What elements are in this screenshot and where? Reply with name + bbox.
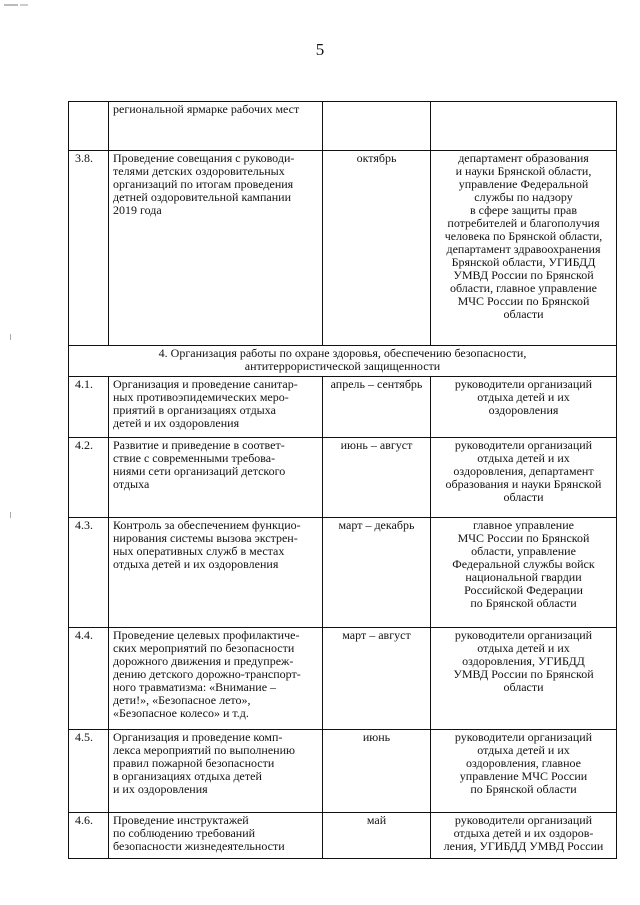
- item-title-line: Проведение инструктажей: [113, 813, 249, 827]
- item-responsible-line: области: [503, 307, 544, 321]
- item-title-line: дети!», «Безопасное лето»,: [113, 693, 251, 707]
- item-title-line: по соблюдению требований: [113, 826, 256, 840]
- table-row: [69, 151, 617, 346]
- scan-mark: [10, 334, 11, 340]
- item-title: [109, 438, 323, 518]
- item-number: 4.6.: [69, 813, 109, 859]
- item-responsible-line: в сфере защиты прав: [469, 203, 577, 217]
- item-title-line: детней оздоровительной кампании: [113, 190, 292, 204]
- item-responsible-line: человека по Брянской области,: [444, 229, 603, 243]
- section-row: [69, 346, 617, 377]
- item-title: [109, 151, 323, 346]
- section-heading-line: 4. Организация работы по охране здоровья, обеспечению безопасности,: [158, 346, 527, 360]
- item-responsible-line: ления, УГИБДД УМВД России: [443, 839, 604, 853]
- item-number: 4.2.: [69, 438, 109, 518]
- item-responsible-line: оздоровления, УГИБДД: [462, 654, 585, 668]
- item-period-line: март – август: [342, 628, 411, 642]
- page-number: 5: [315, 40, 325, 59]
- item-responsible: [431, 377, 617, 438]
- item-responsible-line: УМВД России по Брянской: [453, 268, 594, 282]
- item-number: 3.8.: [69, 151, 109, 346]
- item-period: [323, 813, 431, 859]
- item-period: [323, 151, 431, 346]
- item-period: [323, 438, 431, 518]
- item-responsible: [431, 102, 617, 151]
- item-responsible-line: Брянской области, УГИБДД: [451, 255, 596, 269]
- item-title-line: дению детского дорожно-транспорт-: [113, 667, 301, 681]
- item-title-line: и их оздоровления: [113, 782, 208, 796]
- item-title-line: Проведение совещания с руководи-: [113, 151, 295, 165]
- item-period: [323, 628, 431, 730]
- item-responsible-line: Российской Федерации: [464, 583, 583, 597]
- item-title-line: отдыха детей и их оздоровления: [113, 557, 279, 571]
- item-period: [323, 377, 431, 438]
- item-title: [109, 628, 323, 730]
- item-title-line: отдыха: [113, 477, 150, 491]
- item-responsible-line: отдыха детей и их: [477, 743, 570, 757]
- item-title: [109, 813, 323, 859]
- item-responsible-line: по Брянской области: [470, 782, 577, 796]
- item-period-line: апрель – сентябрь: [330, 377, 423, 391]
- item-responsible-line: и науки Брянской области,: [455, 164, 592, 178]
- events-table: [68, 101, 617, 859]
- item-responsible-line: оздоровления, главное: [465, 756, 581, 770]
- item-responsible-line: области: [503, 680, 544, 694]
- item-title: [109, 102, 323, 151]
- item-number: [69, 102, 109, 151]
- item-title-line: правил пожарной безопасности: [113, 756, 275, 770]
- scan-mark: [10, 512, 11, 518]
- item-title-line: нирования системы вызова экстрен-: [113, 531, 298, 545]
- item-responsible-line: департамент здравоохранения: [446, 242, 601, 256]
- item-period-line: май: [366, 813, 387, 827]
- item-responsible-line: потребителей и благополучия: [447, 216, 600, 230]
- item-responsible: [431, 730, 617, 813]
- item-period: [323, 102, 431, 151]
- item-number: 4.1.: [69, 377, 109, 438]
- item-responsible-line: по Брянской области: [470, 596, 577, 610]
- item-period-line: июнь: [362, 730, 391, 744]
- item-title-line: Организация и проведение комп-: [113, 730, 283, 744]
- item-title-line: дорожного движения и предупреж-: [113, 654, 294, 668]
- item-title-line: региональной ярмарке рабочих мест: [113, 102, 300, 116]
- item-responsible-line: оздоровления, департамент: [453, 464, 594, 478]
- item-title-line: Развитие и приведение в соответ-: [113, 438, 285, 452]
- item-title-line: ного травматизма: «Внимание –: [113, 680, 277, 694]
- item-responsible-line: отдыха детей и их: [477, 390, 570, 404]
- item-title-line: организаций по итогам проведения: [113, 177, 294, 191]
- item-title-line: ских мероприятий по безопасности: [113, 641, 295, 655]
- item-title: [109, 730, 323, 813]
- item-responsible-line: УМВД России по Брянской: [453, 667, 594, 681]
- item-responsible-line: образования и науки Брянской: [445, 477, 602, 491]
- table-row: [69, 628, 617, 730]
- scan-mark: [4, 4, 18, 6]
- item-title-line: безопасности жизнедеятельности: [113, 839, 285, 853]
- section-heading-line: антитеррористической защищенности: [244, 359, 441, 373]
- item-title-line: «Безопасное колесо» и т.д.: [113, 706, 249, 720]
- item-period-line: октябрь: [356, 151, 397, 165]
- item-responsible-line: департамент образования: [458, 151, 589, 165]
- item-responsible-line: руководители организаций: [454, 438, 593, 452]
- table-row: [69, 377, 617, 438]
- item-responsible-line: руководители организаций: [454, 628, 593, 642]
- item-responsible-line: управление МЧС России: [459, 769, 588, 783]
- item-title-line: приятий в организациях отдыха: [113, 403, 276, 417]
- item-title-line: ствие с современными требова-: [113, 451, 276, 465]
- item-title: [109, 518, 323, 628]
- item-responsible-line: отдыха детей и их: [477, 641, 570, 655]
- item-responsible: [431, 438, 617, 518]
- item-title-line: Организация и проведение санитар-: [113, 377, 298, 391]
- item-title-line: ных оперативных служб в местах: [113, 544, 285, 558]
- item-title-line: Проведение целевых профилактиче-: [113, 628, 300, 642]
- table-row: [69, 813, 617, 859]
- item-responsible-line: управление Федеральной: [458, 177, 589, 191]
- item-responsible-line: области, главное управление: [449, 281, 598, 295]
- scan-mark: [20, 4, 28, 6]
- item-title-line: в организациях отдыха детей: [113, 769, 262, 783]
- item-title-line: лекса мероприятий по выполнению: [113, 743, 295, 757]
- item-responsible-line: Федеральной службы войск: [452, 557, 595, 571]
- item-title-line: телями детских оздоровительных: [113, 164, 285, 178]
- item-responsible-line: руководители организаций: [454, 377, 593, 391]
- item-number: 4.3.: [69, 518, 109, 628]
- table-row: [69, 730, 617, 813]
- item-responsible-line: руководители организаций: [454, 813, 593, 827]
- item-number: 4.4.: [69, 628, 109, 730]
- item-title-line: ниями сети организаций детского: [113, 464, 286, 478]
- item-title-line: Контроль за обеспечением функцио-: [113, 518, 301, 532]
- item-title-line: детей и их оздоровления: [113, 416, 240, 430]
- item-period: [323, 730, 431, 813]
- table-row: [69, 102, 617, 151]
- item-responsible-line: МЧС России по Брянской: [457, 294, 590, 308]
- item-responsible-line: отдыха детей и их: [477, 451, 570, 465]
- table-row: [69, 518, 617, 628]
- item-responsible-line: службы по надзору: [474, 190, 573, 204]
- item-title-line: 2019 года: [113, 203, 162, 217]
- item-responsible-line: национальной гвардии: [465, 570, 582, 584]
- item-period-line: июнь – август: [340, 438, 413, 452]
- item-responsible: [431, 151, 617, 346]
- item-period-line: март – декабрь: [338, 518, 415, 532]
- table-row: [69, 438, 617, 518]
- item-number: 4.5.: [69, 730, 109, 813]
- item-period: [323, 518, 431, 628]
- item-responsible: [431, 813, 617, 859]
- item-title: [109, 377, 323, 438]
- item-responsible-line: области: [503, 490, 544, 504]
- section-heading: [69, 346, 617, 377]
- item-responsible-line: главное управление: [473, 518, 574, 532]
- item-title-line: ных противоэпидемических меро-: [113, 390, 289, 404]
- item-responsible-line: руководители организаций: [454, 730, 593, 744]
- item-responsible: [431, 518, 617, 628]
- item-responsible-line: отдыха детей и их оздоров-: [453, 826, 594, 840]
- item-responsible-line: оздоровления: [488, 403, 559, 417]
- item-responsible-line: области, управление: [471, 544, 576, 558]
- item-responsible-line: МЧС России по Брянской: [457, 531, 590, 545]
- item-responsible: [431, 628, 617, 730]
